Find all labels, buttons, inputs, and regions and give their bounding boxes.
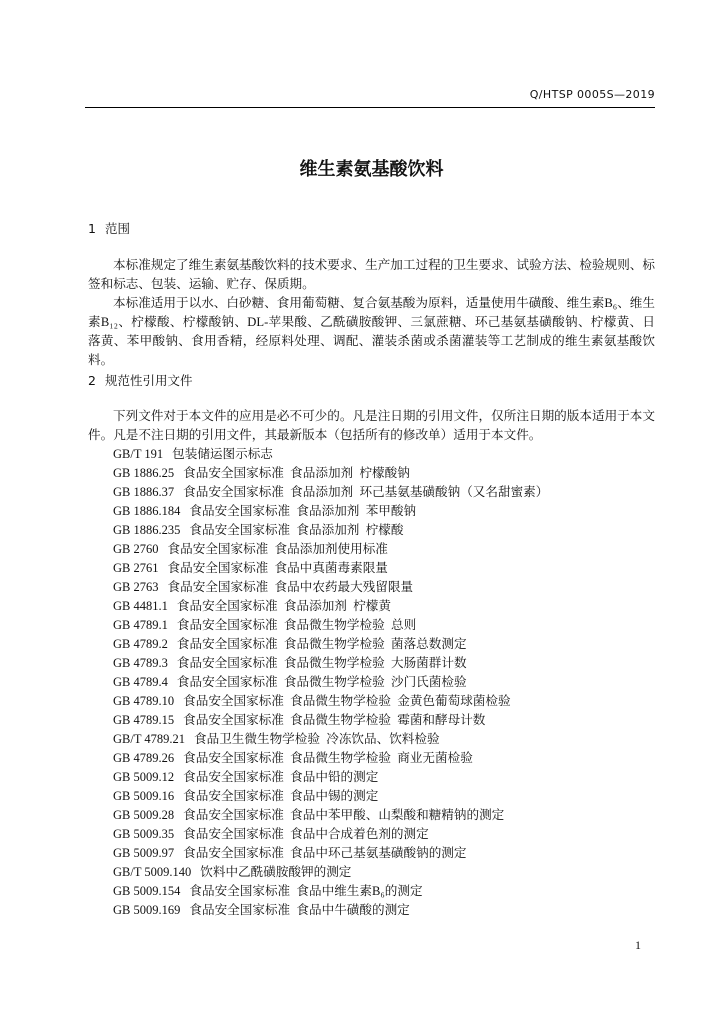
page-title: 维生素氨基酸饮料 — [299, 159, 444, 180]
reference-item — [113, 863, 655, 882]
reference-title: 食品安全国家标准 食品添加剂 柠檬酸钠 — [183, 466, 410, 480]
reference-item — [113, 559, 655, 578]
reference-item — [113, 635, 655, 654]
reference-title: 食品安全国家标准 食品中牛磺酸的测定 — [189, 903, 410, 917]
reference-code: GB 4789.26 — [113, 751, 175, 765]
reference-title: 食品安全国家标准 食品微生物学检验 总则 — [176, 618, 417, 632]
reference-list — [113, 445, 655, 920]
reference-title: 食品安全国家标准 食品微生物学检验 大肠菌群计数 — [176, 656, 467, 670]
reference-code: GB 2763 — [113, 580, 159, 594]
reference-item — [113, 768, 655, 787]
reference-item — [113, 540, 655, 559]
section-title: 范围 — [105, 221, 131, 236]
reference-title: 包装储运图示标志 — [172, 447, 273, 461]
paragraph: 本标准适用于以水、白砂糖、食用葡萄糖、复合氨基酸为原料，适量使用牛磺酸、维生素B₆、维生素B₁₂、柠檬酸、柠檬酸钠、DL-苹果酸、乙酰磺胺酸钾、三氯蔗糖、环己基氨基磺酸钠、柠檬黄、日落黄、苯甲酸钠、食用香精，经原料处理、调配、灌装杀菌或杀菌灌装等工艺制成的维生素氨基酸饮料。 — [88, 296, 655, 367]
reference-item — [113, 749, 655, 768]
reference-code: GB 5009.154 — [113, 884, 181, 898]
reference-item — [113, 882, 655, 901]
reference-item — [113, 692, 655, 711]
reference-code: GB 4481.1 — [113, 599, 168, 613]
reference-item — [113, 483, 655, 502]
reference-code: GB 1886.235 — [113, 523, 181, 537]
section-title: 规范性引用文件 — [105, 373, 193, 388]
reference-code: GB 1886.184 — [113, 504, 181, 518]
section-number: 1 — [88, 221, 96, 236]
reference-item — [113, 825, 655, 844]
reference-title: 食品安全国家标准 食品微生物学检验 沙门氏菌检验 — [176, 675, 467, 689]
reference-item — [113, 654, 655, 673]
reference-item — [113, 616, 655, 635]
reference-code: GB 4789.1 — [113, 618, 168, 632]
reference-code: GB 5009.16 — [113, 789, 175, 803]
paragraph: 下列文件对于本文件的应用是必不可少的。凡是注日期的引用文件，仅所注日期的版本适用于本文件。凡是不注日期的引用文件，其最新版本（包括所有的修改单）适用于本文件。 — [88, 409, 655, 442]
reference-item — [113, 597, 655, 616]
reference-title: 食品安全国家标准 食品中苯甲酸、山梨酸和糖精钠的测定 — [183, 808, 505, 822]
reference-title: 食品安全国家标准 食品微生物学检验 金黄色葡萄球菌检验 — [183, 694, 511, 708]
reference-code: GB 5009.35 — [113, 827, 175, 841]
reference-code: GB/T 4789.21 — [113, 732, 185, 746]
reference-item — [113, 711, 655, 730]
reference-title: 食品安全国家标准 食品添加剂使用标准 — [167, 542, 388, 556]
reference-code: GB 2761 — [113, 561, 159, 575]
section-body-normative-references — [88, 407, 655, 445]
reference-code: GB 4789.2 — [113, 637, 168, 651]
reference-item — [113, 464, 655, 483]
reference-title: 食品安全国家标准 食品添加剂 柠檬酸 — [189, 523, 404, 537]
reference-item — [113, 521, 655, 540]
reference-item — [113, 673, 655, 692]
header-divider — [85, 107, 655, 108]
reference-code: GB 2760 — [113, 542, 159, 556]
reference-item — [113, 806, 655, 825]
reference-item — [113, 502, 655, 521]
reference-title: 食品安全国家标准 食品中锡的测定 — [183, 789, 379, 803]
reference-code: GB 1886.37 — [113, 485, 175, 499]
reference-item — [113, 787, 655, 806]
reference-title: 食品安全国家标准 食品中铅的测定 — [183, 770, 379, 784]
reference-title: 食品安全国家标准 食品中环己基氨基磺酸钠的测定 — [183, 846, 467, 860]
reference-item — [113, 445, 655, 464]
reference-code: GB/T 191 — [113, 447, 164, 461]
section-heading-scope — [88, 219, 655, 238]
section-number: 2 — [88, 373, 96, 388]
reference-code: GB 5009.169 — [113, 903, 181, 917]
reference-item — [113, 730, 655, 749]
reference-code: GB 4789.15 — [113, 713, 175, 727]
reference-title: 食品安全国家标准 食品微生物学检验 商业无菌检验 — [183, 751, 473, 765]
reference-title: 食品卫生微生物学检验 冷冻饮品、饮料检验 — [194, 732, 440, 746]
reference-title: 食品安全国家标准 食品中维生素B₆的测定 — [189, 884, 423, 898]
reference-item — [113, 578, 655, 597]
reference-code: GB 4789.10 — [113, 694, 175, 708]
reference-code: GB 4789.4 — [113, 675, 168, 689]
reference-code: GB 4789.3 — [113, 656, 168, 670]
standard-code: Q/HTSP 0005S—2019 — [529, 88, 655, 101]
reference-code: GB 5009.97 — [113, 846, 175, 860]
reference-title: 食品安全国家标准 食品添加剂 苯甲酸钠 — [189, 504, 417, 518]
reference-title: 食品安全国家标准 食品中合成着色剂的测定 — [183, 827, 429, 841]
section-body-scope — [88, 256, 655, 370]
reference-title: 食品安全国家标准 食品添加剂 柠檬黄 — [176, 599, 391, 613]
paragraph: 本标准规定了维生素氨基酸饮料的技术要求、生产加工过程的卫生要求、试验方法、检验规则、标签和标志、包装、运输、贮存、保质期。 — [88, 258, 655, 291]
reference-item — [113, 901, 655, 920]
reference-code: GB 5009.28 — [113, 808, 175, 822]
reference-item — [113, 844, 655, 863]
reference-title: 食品安全国家标准 食品微生物学检验 菌落总数测定 — [176, 637, 467, 651]
reference-title: 食品安全国家标准 食品中真菌毒素限量 — [167, 561, 388, 575]
reference-title: 食品安全国家标准 食品微生物学检验 霉菌和酵母计数 — [183, 713, 486, 727]
reference-title: 食品安全国家标准 食品添加剂 环己基氨基磺酸钠（又名甜蜜素） — [183, 485, 549, 499]
reference-code: GB 1886.25 — [113, 466, 175, 480]
page-number: 1 — [635, 938, 641, 952]
reference-code: GB/T 5009.140 — [113, 865, 192, 879]
reference-title: 食品安全国家标准 食品中农药最大残留限量 — [167, 580, 414, 594]
reference-code: GB 5009.12 — [113, 770, 175, 784]
section-heading-normative-references — [88, 371, 655, 390]
reference-title: 饮料中乙酰磺胺酸钾的测定 — [200, 865, 352, 879]
